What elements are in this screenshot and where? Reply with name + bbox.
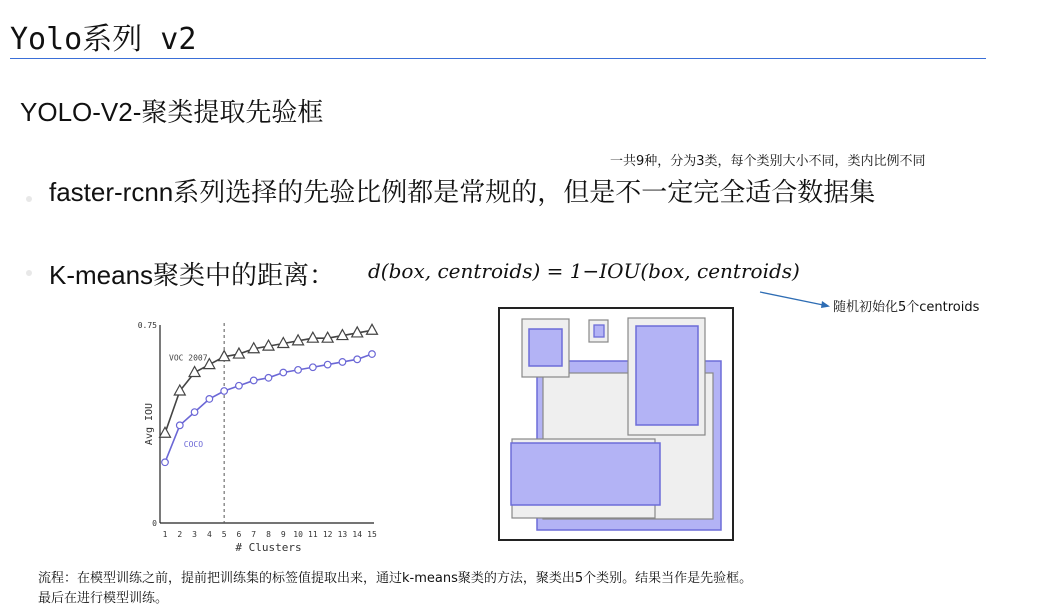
title-divider <box>10 58 986 59</box>
chart-y-tick-label: 0 <box>152 519 157 528</box>
arrow-line <box>760 292 828 306</box>
annotation-arrow <box>740 285 840 315</box>
anchor-box-tiny-inner <box>594 325 604 337</box>
chart-x-tick-label: 8 <box>266 530 271 539</box>
chart-x-tick-label: 5 <box>221 530 227 539</box>
chart-y-tick-label: 0.75 <box>137 321 157 330</box>
chart-x-tick-label: 9 <box>280 530 286 539</box>
anchor-box-wide-inner <box>511 443 660 505</box>
chart-series-label: VOC 2007 <box>169 353 208 363</box>
chart-x-tick-label: 10 <box>293 530 303 539</box>
annotation-top: 一共9种，分为3类，每个类别大小不同，类内比例不同 <box>610 154 926 169</box>
chart-x-tick-label: 14 <box>352 530 363 539</box>
chart-x-tick-label: 3 <box>192 530 197 539</box>
chart-point-circle <box>176 422 183 429</box>
chart-point-circle <box>191 409 198 416</box>
chart-point-circle <box>295 367 302 374</box>
anchor-box-tall-inner <box>636 326 698 425</box>
process-line-1: 流程：在模型训练之前，提前把训练集的标签值提取出来，通过k-means聚类的方法，聚类出5个类别。结果当作是先验框。 <box>38 571 753 586</box>
chart-point-circle <box>310 364 317 371</box>
chart-point-circle <box>265 375 272 382</box>
chart-x-tick-label: 7 <box>251 530 257 539</box>
chart-x-tick-label: 15 <box>367 530 377 539</box>
chart-x-tick-label: 13 <box>337 530 348 539</box>
chart-y-axis-label: Avg IOU <box>144 402 155 446</box>
chart-plot-area <box>138 321 378 554</box>
bullet-faster-rcnn: faster-rcnn系列选择的先验比例都是常规的，但是不一定完全适合数据集 <box>49 177 876 207</box>
slide-title: Yolo系列 v2 <box>10 22 197 57</box>
chart-point-triangle <box>160 427 171 437</box>
annotation-right: 随机初始化5个centroids <box>833 300 980 315</box>
chart-point-circle <box>354 356 361 363</box>
chart-point-circle <box>250 377 257 384</box>
bullet-marker <box>26 270 32 276</box>
anchor-box-small-inner <box>529 329 562 366</box>
chart-point-circle <box>206 396 213 403</box>
arrow-head <box>821 301 830 308</box>
chart-point-triangle <box>367 324 378 334</box>
process-description <box>38 569 752 609</box>
chart-x-tick-label: 4 <box>206 530 212 539</box>
chart-point-circle <box>369 351 376 358</box>
chart-series-label: COCO <box>183 439 204 449</box>
chart-point-triangle <box>189 367 200 377</box>
chart-x-tick-label: 2 <box>177 530 183 539</box>
distance-formula: d(box, centroids) = 1−IOU(box, centroids) <box>368 259 800 283</box>
process-line-2: 最后在进行模型训练。 <box>38 591 169 606</box>
chart-point-circle <box>280 369 287 376</box>
chart-x-tick-label: 12 <box>322 530 333 539</box>
iou-cluster-chart <box>135 312 385 562</box>
chart-point-circle <box>221 388 228 395</box>
chart-x-tick-label: 6 <box>236 530 242 539</box>
chart-x-axis-label: # Clusters <box>235 541 302 554</box>
chart-point-circle <box>236 382 243 389</box>
chart-point-triangle <box>307 332 318 342</box>
chart-point-circle <box>324 361 331 368</box>
chart-point-circle <box>162 459 169 466</box>
section-heading: YOLO-V2-聚类提取先验框 <box>20 97 324 127</box>
chart-point-circle <box>339 359 346 366</box>
bullet-kmeans-label: K-means聚类中的距离： <box>49 260 336 290</box>
chart-x-tick-label: 1 <box>162 530 168 539</box>
bullet-marker <box>26 196 32 202</box>
chart-x-tick-label: 11 <box>308 530 318 539</box>
anchor-boxes-diagram <box>497 306 737 544</box>
